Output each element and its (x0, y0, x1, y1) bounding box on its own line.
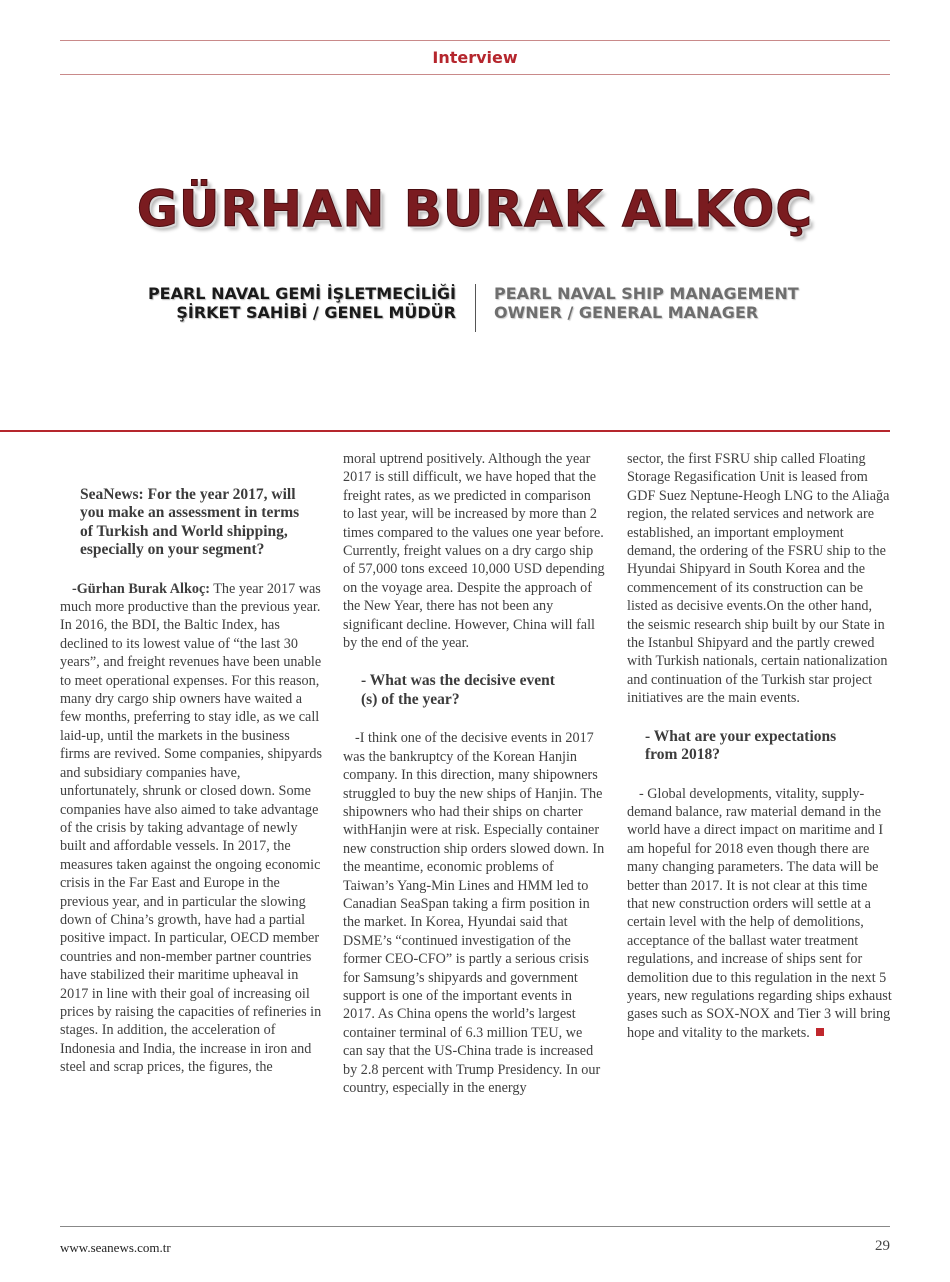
column-3 (627, 450, 892, 1042)
answer-2-text: -I think one of the decisive events in 2017 was the bankruptcy of the Korean Hanjin company. In this direction, many shipowners struggled to buy the new ships of Hanjin. The shipowners who had their ships on charter withHanjin were at risk. Especially container new construction ship orders slowed down. In the meantime, economic problems of Taiwan’s Yang-Min Lines and HMM led to Canadian SeaSpan taking a firm position in the market. In Korea, Hyundai said that DSME’s “continued investigation of the former CEO-CFO” is partly a serious crisis for Samsung’s shipyards and government support is one of the important events in 2017. As China opens the world’s largest container terminal of 6.3 million TEU, we can say that the US-China trade is increased by 2.8 percent with Trump Presidency. In our country, especially in the energy (343, 730, 605, 1096)
answer-3-text: - Global developments, vitality, supply-demand balance, raw material demand in the world have a direct impact on maritime and I am hopeful for 2018 even though there are many changing parameters. The data will be better than 2017. It is not clear at this time that new construction orders will settle at a certain level with the help of demolitions, acceptance of the ballast water treatment regulations, and increase of ships sent for demolition due to this regulation in the next 5 years, new regulations regarding ships exhaust gases such as SOX-NOX and Tier 3 will bring hope and vitality to the markets. (627, 785, 892, 1041)
interviewee-name: GÜRHAN BURAK ALKOÇ (136, 180, 814, 238)
header-bottom-rule (60, 74, 890, 75)
title-divider (475, 284, 476, 332)
question-3: - What are your expectations from 2018? (645, 727, 837, 764)
article-divider (0, 430, 890, 432)
header-top-rule (60, 40, 890, 41)
answer-2-continued: sector, the first FSRU ship called Floating Storage Regasification Unit is leased from GDF Suez Neptune-Heogh LNG to the Aliağa region, the related services and network are established, an important employment demand, the ordering of the FSRU ship to the Hyundai Shipyard in South Korea and the commencement of its construction can be listed as decisive events.On the other hand, the seismic research ship built by our State in the Istanbul Shipyard and the partly crewed with Turkish nationals, certain nationalization and continuation of the Turkish star project initiatives are the main events. (627, 451, 890, 707)
column-1 (60, 486, 322, 1077)
end-mark (816, 1028, 824, 1036)
answer-3 (627, 785, 892, 1043)
title-turkish (100, 284, 456, 322)
column-2 (343, 450, 605, 1097)
question-2: - What was the decisive event (s) of the year? (361, 672, 555, 708)
footer-url: www.seanews.com.tr (60, 1240, 171, 1255)
answer-1-continued: moral uptrend positively. Although the year 2017 is still difficult, we have hoped that the freight rates, as we predicted in comparison to last year, will be increased by more than 2 times compared to the values one year before. Currently, freight values on a dry cargo ship of 57,000 tons exceed 10,000 USD depending on the voyage area. Despite the approach of the New Year, there has not been any significant decline. However, China will fall by the end of the year. (343, 451, 605, 652)
title-en-line1: PEARL NAVAL SHIP MANAGEMENT (494, 284, 799, 303)
answer-1-speaker: -Gürhan Burak Alkoç: (72, 580, 210, 597)
title-english (494, 284, 894, 322)
section-label: Interview (432, 48, 518, 67)
page-number: 29 (875, 1238, 890, 1254)
answer-1-text: The year 2017 was much more productive than the previous year. In 2016, the BDI, the Baltic Index, has declined to its lowest value of “the last 30 years”, and freight revenues have been unable to meet operational expenses. For this reason, many dry cargo ship owners have waited a few months, preferring to stay idle, as we call laid-up, until the markets in the business firms are revived. Some companies, shipyards and subsidiary companies have, unfortunately, shrunk or closed down. Some companies have also aimed to take advantage of the crisis by taking advantage of newly built and affordable vessels. In 2017, the measures taken against the ongoing economic crisis in the Far East and Europe in the previous year, and in particular the slowing down of China’s growth, have had a partial positive impact. In particular, OECD member countries and non-member partner countries have stabilized their maritime upheaval in 2017 in line with their goal of increasing oil prices by raising the capacities of refineries in stages. In addition, the acceleration of Indonesia and India, the increase in iron and steel and scrap prices, the figures, the (60, 580, 323, 1076)
title-tr-line1: PEARL NAVAL GEMİ İŞLETMECİLİĞİ (147, 284, 456, 303)
title-tr-line2: ŞİRKET SAHİBİ / GENEL MÜDÜR (176, 303, 456, 322)
title-en-line2: OWNER / GENERAL MANAGER (494, 303, 759, 322)
footer-rule (60, 1226, 890, 1227)
answer-1 (60, 580, 322, 1077)
question-1: SeaNews: For the year 2017, will you make an assessment in terms of Turkish and World shipping, especially on your segment? (80, 486, 300, 559)
